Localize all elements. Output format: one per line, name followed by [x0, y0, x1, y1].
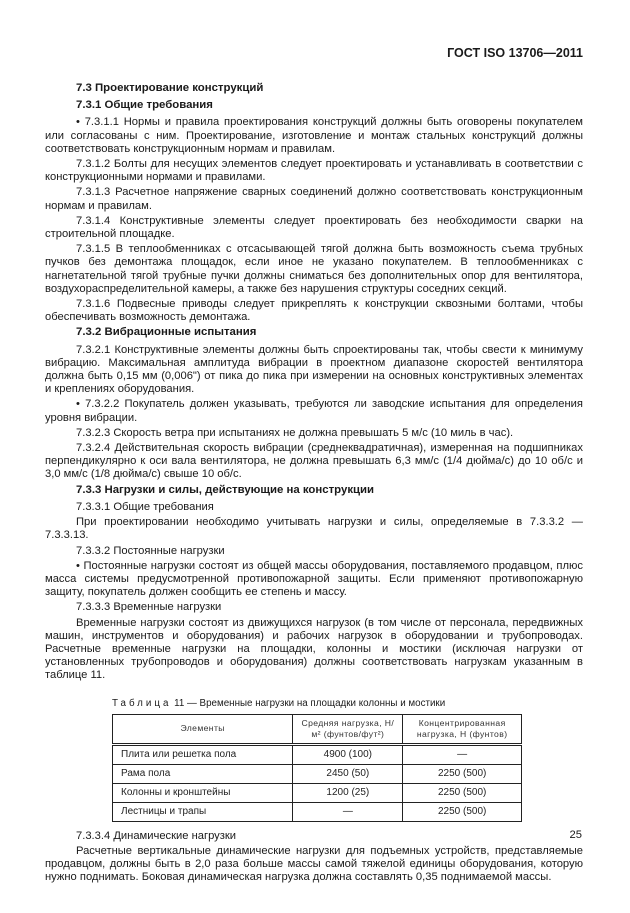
- paragraph-7-3-1-5: 7.3.1.5 В теплообменниках с отсасывающей тягой должна быть возможность съема трубных пучков без демонтажа площадок, если иное не указано покупателем. В теплообменниках с нагнетательной тягой трубные пучки должны сниматься без дополнительных опор для вентилятора, воздухораспределительной камеры, а также без нарушения структуры соседних секций.: [45, 243, 583, 295]
- section-heading-7-3-3: 7.3.3 Нагрузки и силы, действующие на конструкции: [76, 483, 375, 496]
- table-cell: Лестницы и трапы: [113, 802, 293, 821]
- table-cell: 2250 (500): [403, 802, 522, 821]
- table-header-row: [113, 714, 522, 744]
- column-header-concentrated-load: Концентрированная нагрузка, Н (фунтов): [403, 714, 522, 744]
- table-cell: Рама пола: [113, 764, 293, 783]
- paragraph-7-3-2-2: • 7.3.2.2 Покупатель должен указывать, требуются ли заводские испытания для определения уровня вибрации.: [45, 398, 583, 424]
- section-heading-7-3-2: 7.3.2 Вибрационные испытания: [76, 326, 257, 339]
- paragraph-7-3-1-6: 7.3.1.6 Подвесные приводы следует прикреплять к конструкции сквозными болтами, чтобы обеспечивать возможность демонтажа.: [45, 298, 583, 324]
- column-header-average-load: Средняя нагрузка, Н/м² (фунтов/фут²): [293, 714, 403, 744]
- paragraph-7-3-3-3: Временные нагрузки состоят из движущихся нагрузок (в том числе от персонала, передвижных машин, инструментов и оборудования) и рабочих нагрузок в оборудовании и трубопроводах. Расчетные временные нагрузки на площадки, колонны и мостики (исключая нагрузки от установленных трубопроводов и оборудования) должны соответствовать нагрузкам указанным в таблице 11.: [45, 616, 583, 682]
- table-caption-label: Таблица: [112, 697, 172, 709]
- table-cell: —: [293, 802, 403, 821]
- table-cell: 2450 (50): [293, 764, 403, 783]
- section-heading-7-3-1: 7.3.1 Общие требования: [76, 99, 213, 112]
- table-row: [113, 764, 522, 783]
- table-caption: [45, 697, 583, 710]
- paragraph-7-3-1-2: 7.3.1.2 Болты для несущих элементов следует проектировать и устанавливать в соответствии с конструкционными нормами и правилами.: [45, 158, 583, 184]
- paragraph-7-3-3-4: Расчетные вертикальные динамические нагрузки для подъемных устройств, представляемые продавцом, должны быть в 2,0 раза больше массы самой тяжелой единицы оборудования, которую нужно поднимать. Боковая динамическая нагрузка должна составлять 0,35 поднимаемой массы.: [45, 844, 583, 884]
- paragraph-7-3-3-1: При проектировании необходимо учитывать нагрузки и силы, определяемые в 7.3.3.2 — 7.3.3.13.: [45, 516, 583, 542]
- subheading-7-3-3-2: 7.3.3.2 Постоянные нагрузки: [76, 544, 225, 557]
- table-cell: 2250 (500): [403, 783, 522, 802]
- loads-table: [112, 714, 522, 822]
- paragraph-7-3-1-4: 7.3.1.4 Конструктивные элементы следует проектировать без необходимости сварки на строительной площадке.: [45, 214, 583, 241]
- paragraph-7-3-3-2: • Постоянные нагрузки состоят из общей массы оборудования, поставляемого продавцом, плюс масса системы предусмотренной противопожарной защиты. Если применяют противопожарную защиту, покупатель должен сообщить ее степень и массу.: [45, 559, 583, 599]
- paragraph-7-3-2-1: 7.3.2.1 Конструктивные элементы должны быть спроектированы так, чтобы свести к минимуму вибрацию. Максимальная амплитуда вибрации в проектном диапазоне скоростей вентилятора должна быть 0,15 мм (0,006") от пика до пика при измерении на основных конструктивных элементах и креплениях оборудования.: [45, 343, 583, 396]
- document-standard-id: ГОСТ ISO 13706—2011: [447, 46, 583, 60]
- table-cell: —: [403, 744, 522, 764]
- column-header-elements: Элементы: [113, 714, 293, 744]
- table-cell: 4900 (100): [293, 744, 403, 764]
- paragraph-7-3-1-1: • 7.3.1.1 Нормы и правила проектирования конструкций должны быть оговорены покупателем или согласованы с ним. Проектирование, изготовление и монтаж стальных конструкций должны соответствовать конструкционным нормам и правилам.: [45, 116, 583, 155]
- paragraph-7-3-2-3: 7.3.2.3 Скорость ветра при испытаниях не должна превышать 5 м/с (10 миль в час).: [76, 426, 514, 439]
- table-row: [113, 783, 522, 802]
- page-body: [45, 80, 583, 887]
- paragraph-7-3-2-4: 7.3.2.4 Действительная скорость вибрации (среднеквадратичная), измеренная на подшипниках перпендикулярно к оси вала вентилятора, не должна превышать 6,3 мм/с (1/4 дюйма/с) до 10 об/с и 3,0 мм/с (1/8 дюйма/с) свыше 10 об/с.: [45, 442, 583, 481]
- subheading-7-3-3-3: 7.3.3.3 Временные нагрузки: [76, 601, 222, 614]
- page-number: 25: [569, 829, 582, 841]
- table-row: [113, 744, 522, 764]
- subheading-7-3-3-1: 7.3.3.1 Общие требования: [76, 500, 214, 513]
- paragraph-7-3-1-3: 7.3.1.3 Расчетное напряжение сварных соединений должно соответствовать конструкционным нормам и правилам.: [45, 186, 583, 212]
- table-cell: Колонны и кронштейны: [113, 783, 293, 802]
- section-heading-7-3: 7.3 Проектирование конструкций: [76, 82, 264, 94]
- table-cell: Плита или решетка пола: [113, 744, 293, 764]
- table-caption-title: 11 — Временные нагрузки на площадки колонны и мостики: [171, 697, 446, 709]
- table-row: [113, 802, 522, 821]
- table-cell: 1200 (25): [293, 783, 403, 802]
- subheading-7-3-3-4: 7.3.3.4 Динамические нагрузки: [76, 829, 237, 842]
- table-cell: 2250 (500): [403, 764, 522, 783]
